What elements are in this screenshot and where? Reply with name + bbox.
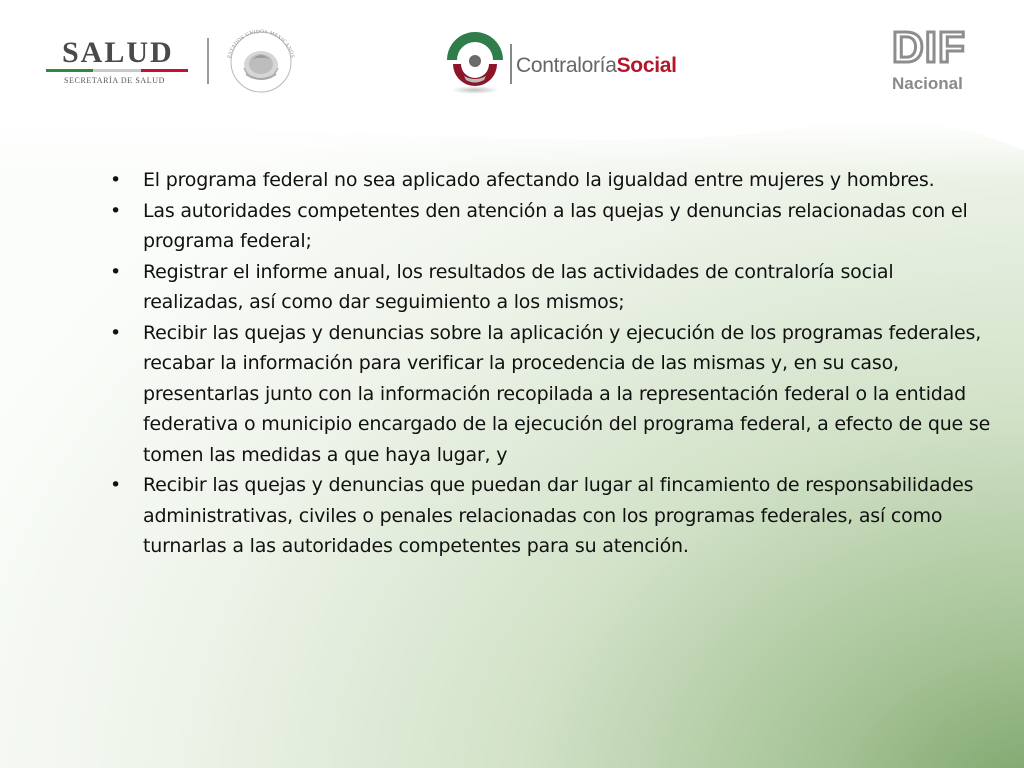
bullet-item [108, 196, 998, 257]
bullet-item [108, 318, 998, 471]
bullet-item [108, 165, 998, 196]
bullet-text: El programa federal no sea aplicado afectando la igualdad entre mujeres y hombres. [143, 169, 935, 191]
contraloria-wordmark-part2: Social [616, 54, 677, 77]
seal-caption: ESTADOS UNIDOS MEXICANOS [226, 28, 296, 59]
bullet-text: Las autoridades competentes den atención a las quejas y denuncias relacionadas con el programa federal; [143, 199, 968, 252]
bullet-text: Recibir las quejas y denuncias que puedan dar lugar al fincamiento de responsabilidades administrativas, civiles o penales relacionadas con los programas federales, así como turnarlas a las autoridades competentes para su atención. [143, 474, 974, 557]
salud-logo [46, 38, 188, 88]
bullet-item [108, 470, 998, 562]
mexican-coat-of-arms-seal-icon [222, 24, 300, 94]
contraloria-social-emblem-icon [444, 30, 506, 96]
bullet-dot-icon: • [110, 321, 122, 344]
dif-logo-subtitle: Nacional [892, 74, 963, 93]
dif-nacional-logo [888, 23, 984, 98]
bullet-dot-icon: • [110, 474, 122, 496]
contraloria-divider [510, 44, 512, 84]
bullet-dot-icon: • [110, 199, 122, 222]
header-divider [207, 38, 209, 84]
bullet-list [108, 165, 998, 562]
dif-logo-letters: DIF [892, 23, 966, 72]
salud-logo-name: SALUD [62, 36, 174, 69]
bullet-dot-icon: • [110, 260, 122, 283]
salud-stripe-icon [46, 69, 188, 73]
slide-content [108, 165, 998, 562]
bullet-text: Registrar el informe anual, los resultados de las actividades de contraloría social realizadas, así como dar seguimiento a los mismos; [143, 260, 894, 313]
bullet-dot-icon: • [110, 169, 122, 191]
bullet-text: Recibir las quejas y denuncias sobre la aplicación y ejecución de los programas federales, recabar la información para verificar la procedencia de las mismas y, en su caso, presentarlas junto con la información recopilada a la representación federal o la entidad federativa o municipio encargado de la ejecución del programa federal, a efecto de que se tomen las medidas a que haya lugar, y [143, 321, 991, 466]
bullet-item [108, 257, 998, 318]
salud-logo-subtitle: SECRETARÍA DE SALUD [64, 76, 165, 85]
contraloria-wordmark-part1: Contraloría [516, 54, 617, 77]
contraloria-social-wordmark [516, 54, 677, 78]
header [0, 0, 1024, 110]
